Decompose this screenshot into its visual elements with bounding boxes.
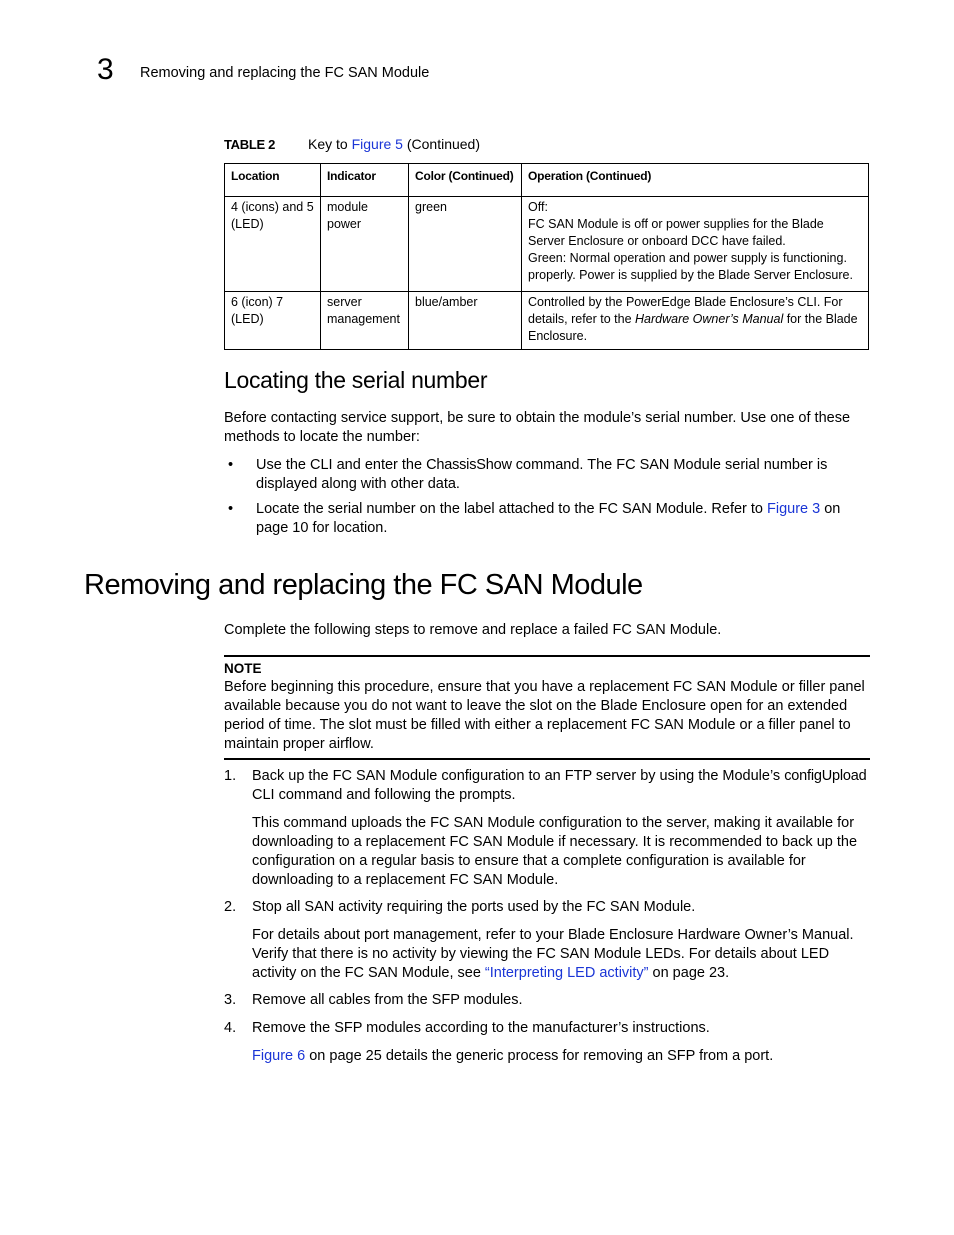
cli-command: ChassisShow — [426, 457, 512, 473]
cell-color: blue/amber — [409, 292, 522, 350]
step-detail: This command uploads the FC SAN Module configuration to the server, making it available for downloading to a replacement FC SAN Module if necessary. It is recommended to back up the configuration on a regular basis to ensure that a complete configuration is available for downloading to a replacement FC SAN Module. — [252, 815, 858, 888]
note-body: Before beginning this procedure, ensure that you have a replacement FC SAN Module or filler panel available because you do not want to leave the slot on the Blade Enclosure open for an extended period of time. The slot must be filled with either a replacement FC SAN Module or a filler panel to maintain proper airflow. — [224, 679, 865, 752]
note-box — [224, 655, 870, 760]
bullet-icon: • — [228, 501, 234, 517]
section-heading-removing: Removing and replacing the FC SAN Module — [84, 569, 643, 601]
list-item — [224, 991, 870, 1011]
bullet-text: Use the CLI and enter the ChassisShow command. The FC SAN Module serial number is displayed along with other data. — [256, 457, 828, 492]
list-item — [228, 456, 870, 496]
operation-text: for the Blade Enclosure. — [528, 312, 858, 343]
step-number: 3. — [224, 992, 237, 1008]
operation-line: Green: Normal operation and power supply is functioning. properly. Power is supplied by the Blade Server Enclosure. — [528, 251, 853, 282]
step-text: Stop all SAN activity requiring the ports used by the FC SAN Module. — [252, 899, 696, 915]
column-header-indicator: Indicator — [321, 164, 409, 197]
key-table — [224, 163, 869, 350]
section-heading-serial: Locating the serial number — [224, 367, 488, 393]
table-label: TABLE 2 — [224, 137, 276, 152]
step-number: 4. — [224, 1020, 237, 1036]
serial-intro: Before contacting service support, be sure to obtain the module’s serial number. Use one of these methods to locate the number: — [224, 410, 851, 445]
cell-color: green — [409, 197, 522, 292]
figure-5-link[interactable]: Figure 5 — [351, 136, 403, 152]
list-item — [224, 767, 870, 889]
bullet-icon: • — [228, 457, 234, 473]
column-header-color: Color (Continued) — [409, 164, 522, 197]
table-row — [225, 197, 869, 292]
step-text: Remove all cables from the SFP modules. — [252, 992, 523, 1008]
step-number: 2. — [224, 899, 237, 915]
list-item — [224, 898, 870, 984]
cell-location: 6 (icon) 7 (LED) — [225, 292, 321, 350]
table-header-row — [225, 164, 869, 197]
cell-indicator: module power — [321, 197, 409, 292]
figure-3-link[interactable]: Figure 3 — [767, 501, 821, 517]
cli-command: configUpload — [784, 768, 867, 784]
column-header-operation: Operation (Continued) — [522, 164, 869, 197]
step-text: Remove the SFP modules according to the manufacturer’s instructions. — [252, 1020, 710, 1036]
manual-title: Hardware Owner’s Manual — [635, 312, 784, 326]
table-caption-prefix: Key to — [308, 136, 352, 152]
note-title: NOTE — [224, 661, 262, 676]
table-row — [225, 292, 869, 350]
step-detail: For details about port management, refer to your Blade Enclosure Hardware Owner’s Manual. Verify that there is no activity by viewing the FC SAN Module LEDs. For details about LED activity on the FC SAN Module, see “Interpreting LED activity” on page 23. — [252, 927, 854, 981]
column-header-location: Location — [225, 164, 321, 197]
interpreting-led-activity-link[interactable]: “Interpreting LED activity” — [484, 965, 649, 981]
operation-line: Off: — [528, 200, 548, 214]
table-caption — [224, 136, 480, 152]
removing-intro: Complete the following steps to remove and replace a failed FC SAN Module. — [224, 622, 722, 638]
operation-text: Controlled by the PowerEdge Blade Enclosure’s CLI. For details, refer to the — [528, 295, 843, 326]
cell-operation — [522, 197, 869, 292]
cell-indicator: server management — [321, 292, 409, 350]
chapter-number: 3 — [97, 53, 114, 86]
table-caption-suffix: (Continued) — [402, 136, 480, 152]
figure-6-link[interactable]: Figure 6 — [252, 1048, 306, 1064]
running-header-title: Removing and replacing the FC SAN Module — [140, 65, 430, 81]
step-number: 1. — [224, 768, 237, 784]
list-item — [224, 1019, 870, 1067]
cell-operation — [522, 292, 869, 350]
list-item — [228, 500, 870, 540]
bullet-text: Locate the serial number on the label attached to the FC SAN Module. Refer to Figure 3 on page 10 for location. — [256, 501, 841, 536]
cell-location: 4 (icons) and 5 (LED) — [225, 197, 321, 292]
operation-line: FC SAN Module is off or power supplies for the Blade Server Enclosure or onboard DCC have failed. — [528, 217, 824, 248]
step-text: Back up the FC SAN Module configuration to an FTP server by using the Module’s configUpload CLI command and following the prompts. — [252, 768, 867, 803]
step-detail: Figure 6 on page 25 details the generic process for removing an SFP from a port. — [252, 1048, 774, 1064]
